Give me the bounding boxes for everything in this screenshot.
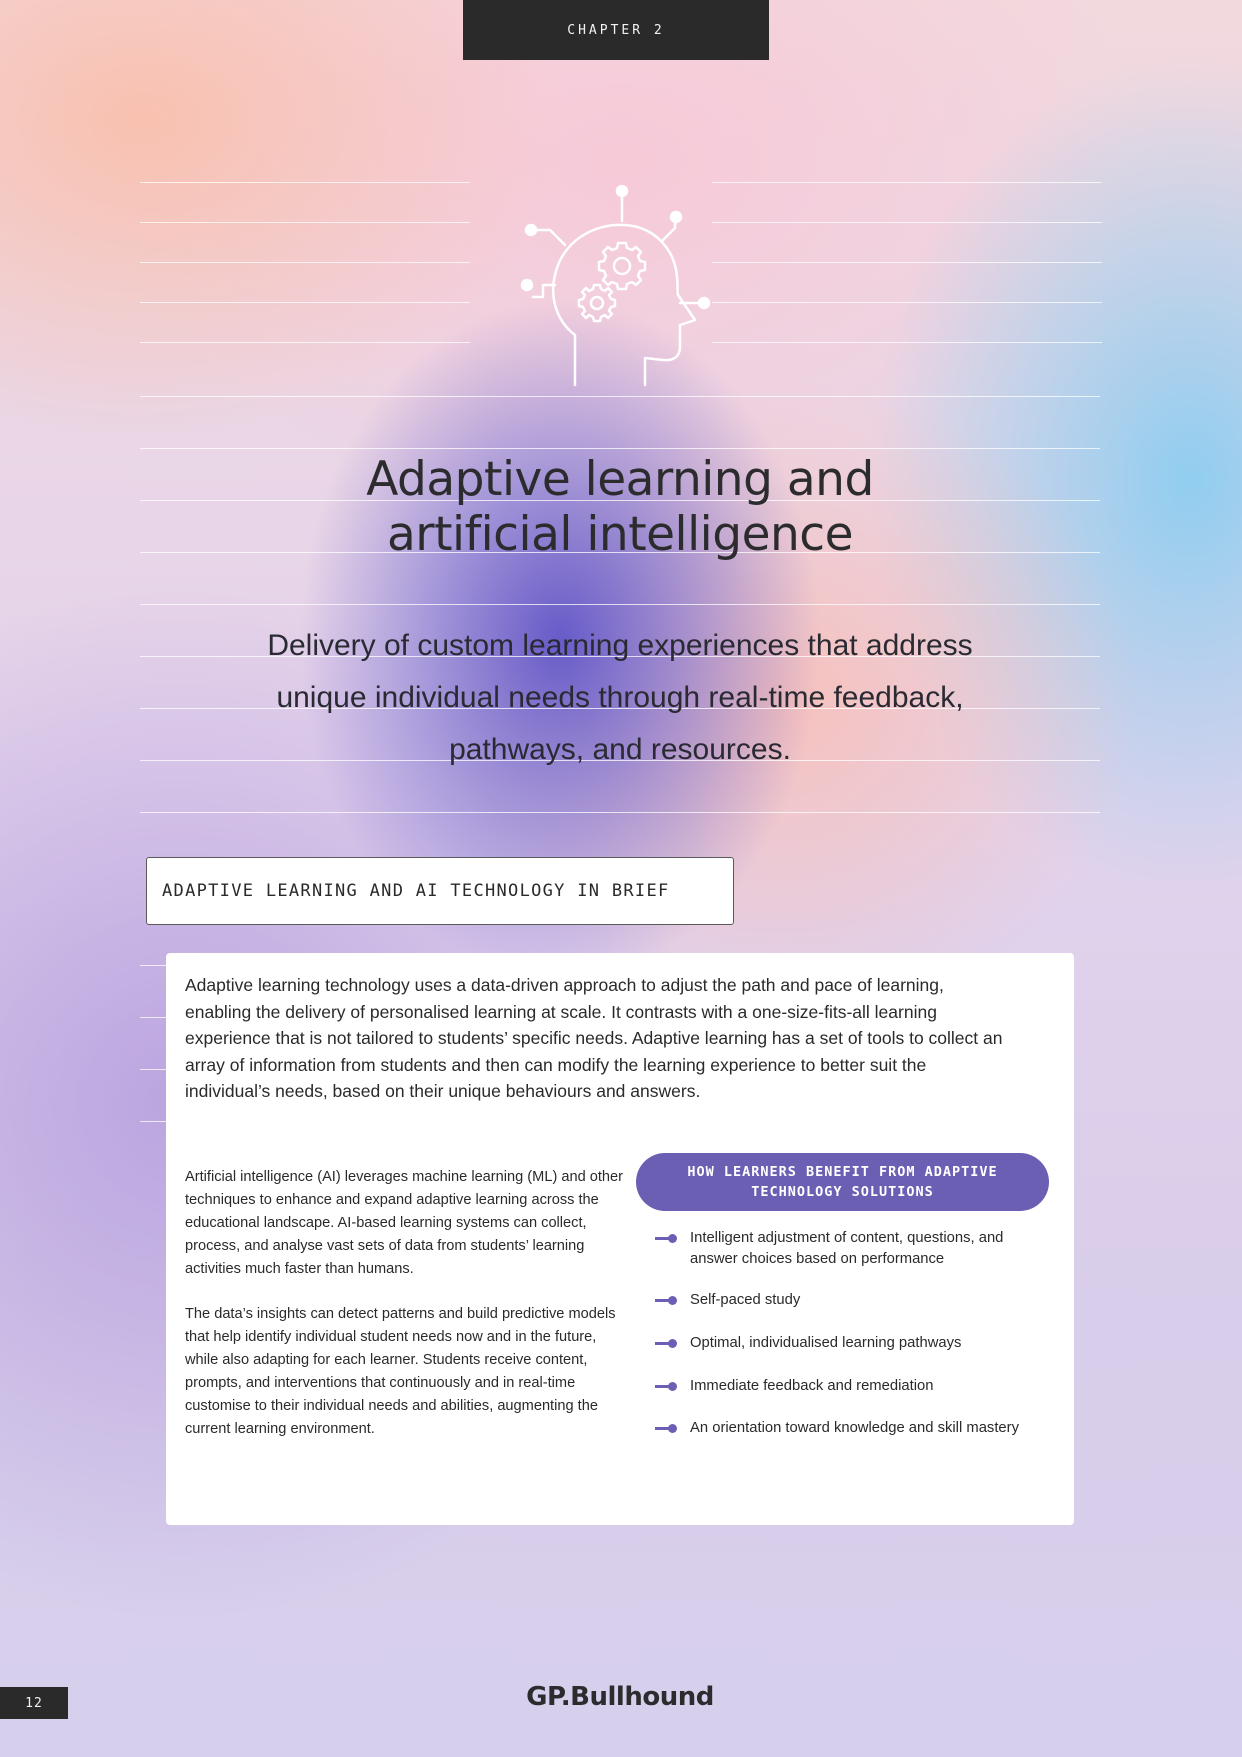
rule-line	[712, 222, 1102, 223]
brand-logo: GP.Bullhound	[526, 1682, 714, 1712]
benefit-text: Intelligent adjustment of content, questions, and answer choices based on performance	[690, 1230, 1004, 1267]
list-item	[655, 1418, 1055, 1462]
chapter-tab	[463, 0, 769, 60]
rule-line	[140, 812, 1100, 813]
rule-line	[140, 222, 470, 223]
benefit-text: Immediate feedback and remediation	[690, 1378, 934, 1394]
benefits-heading-text: HOW LEARNERS BENEFIT FROM ADAPTIVE TECHNOLOGY SOLUTIONS	[687, 1164, 998, 1200]
bullet-icon	[655, 1424, 677, 1433]
rule-line	[140, 302, 470, 303]
benefit-text: An orientation toward knowledge and skill mastery	[690, 1420, 1019, 1436]
rule-line	[140, 182, 470, 183]
rule-line	[712, 342, 1102, 343]
rule-line	[712, 182, 1102, 183]
bullet-icon	[655, 1382, 677, 1391]
rule-line	[712, 262, 1102, 263]
ai-paragraph: Artificial intelligence (AI) leverages machine learning (ML) and other techniques to enhance and expand adaptive learning across the educational landscape. AI-based learning systems can collect, process, and analyse vast sets of data from students’ learning activities much faster than humans.	[185, 1169, 624, 1277]
list-item	[655, 1333, 1055, 1355]
page-number	[0, 1687, 68, 1719]
section-label	[146, 857, 734, 925]
rule-line	[140, 342, 470, 343]
list-item	[655, 1290, 1055, 1312]
benefit-text: Self-paced study	[690, 1292, 801, 1308]
head-gears-icon	[515, 185, 730, 390]
ai-description	[185, 1166, 625, 1463]
rule-line	[140, 262, 470, 263]
rule-line	[140, 396, 1100, 397]
bullet-icon	[655, 1339, 677, 1348]
ai-paragraph: The data’s insights can detect patterns and build predictive models that help identify individual student needs now and in the future, while also adapting for each learner. Students receive content, prompts, and interventions that continuously and in real-time customise to their individual needs and abilities, augmenting the current learning environment.	[185, 1306, 616, 1437]
title-line-2: artificial intelligence	[386, 507, 854, 562]
list-item	[655, 1376, 1055, 1398]
chapter-label: CHAPTER 2	[567, 22, 665, 38]
benefits-heading	[636, 1153, 1049, 1211]
title-line-1: Adaptive learning and	[366, 452, 874, 507]
rule-line	[712, 302, 1102, 303]
benefit-text: Optimal, individualised learning pathways	[690, 1335, 962, 1351]
section-label-text: ADAPTIVE LEARNING AND AI TECHNOLOGY IN BRIEF	[162, 881, 670, 901]
page-number-text: 12	[25, 1695, 43, 1711]
page-subtitle: Delivery of custom learning experiences that address unique individual needs through real-time feedback, pathways, and resources.	[267, 629, 973, 766]
page-title	[200, 452, 1040, 562]
rule-line	[140, 604, 1100, 605]
bullet-icon	[655, 1296, 677, 1305]
rule-line	[140, 448, 1100, 449]
list-item	[655, 1228, 1055, 1272]
benefits-list	[655, 1228, 1055, 1462]
intro-paragraph: Adaptive learning technology uses a data-driven approach to adjust the path and pace of learning, enabling the delivery of personalised learning at scale. It contrasts with a one-size-fits-all learning experience that is not tailored to students’ specific needs. Adaptive learning has a set of tools to collect an array of information from students and then can modify the learning experience to better suit the individual’s needs, based on their unique behaviours and answers.	[185, 975, 1003, 1101]
bullet-icon	[655, 1234, 677, 1243]
